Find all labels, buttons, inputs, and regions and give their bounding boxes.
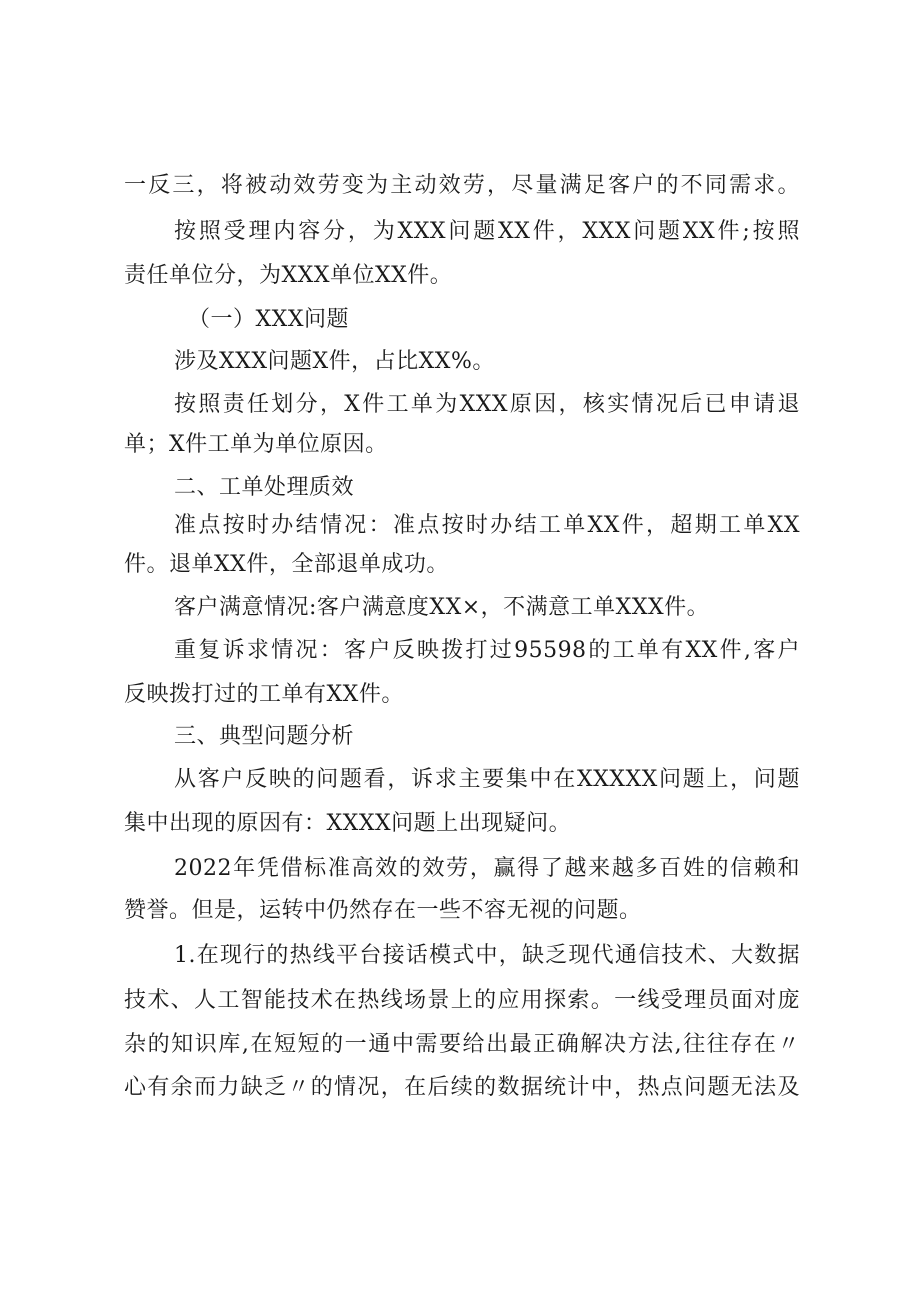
text-line: 重复诉求情况：客户反映拨打过95598的工单有XX件,客户 bbox=[174, 638, 800, 663]
text-line: 从客户反映的问题看，诉求主要集中在XXXXX问题上，问题 bbox=[174, 767, 800, 792]
text-line: 涉及XXX问题X件，占比XX%。 bbox=[174, 349, 495, 374]
text-line: 心有余而力缺乏〃的情况，在后续的数据统计中，热点问题无法及 bbox=[124, 1075, 800, 1100]
text-line: 杂的知识库,在短短的一通中需要给出最正确解决方法,往往存在〃 bbox=[124, 1032, 800, 1057]
text-line: 件。退单XX件，全部退单成功。 bbox=[124, 552, 449, 577]
text-line: 准点按时办结情况：准点按时办结工单XX件，超期工单XX bbox=[174, 513, 800, 538]
text-line: 反映拨打过的工单有XX件。 bbox=[124, 682, 404, 707]
text-line: 单；X件工单为单位原因。 bbox=[124, 432, 388, 457]
text-line: 1.在现行的热线平台接话模式中，缺乏现代通信技术、大数据 bbox=[174, 943, 800, 968]
text-line: 2022年凭借标准高效的效劳，赢得了越来越多百姓的信赖和 bbox=[174, 856, 800, 881]
section-heading: 三、典型问题分析 bbox=[174, 724, 355, 749]
text-line: 责任单位分，为XXX单位XX件。 bbox=[124, 263, 453, 288]
text-line: 技术、人工智能技术在热线场景上的应用探索。一线受理员面对庞 bbox=[124, 988, 800, 1013]
section-heading: 二、工单处理质效 bbox=[174, 475, 355, 500]
section-heading: （一）XXX问题 bbox=[188, 307, 349, 332]
text-line: 赞誉。但是，运转中仍然存在一些不容无视的问题。 bbox=[124, 898, 642, 923]
text-line: 按照受理内容分，为XXX问题XX件，XXX问题XX件;按照 bbox=[174, 219, 800, 244]
text-line: 客户满意情况:客户满意度XX×，不满意工单XXX件。 bbox=[174, 595, 710, 620]
text-line: 集中出现的原因有：XXXX问题上出现疑问。 bbox=[124, 811, 572, 836]
text-line: 一反三，将被动效劳变为主动效劳，尽量满足客户的不同需求。 bbox=[124, 173, 800, 198]
text-line: 按照责任划分，X件工单为XXX原因，核实情况后已申请退 bbox=[174, 392, 800, 417]
